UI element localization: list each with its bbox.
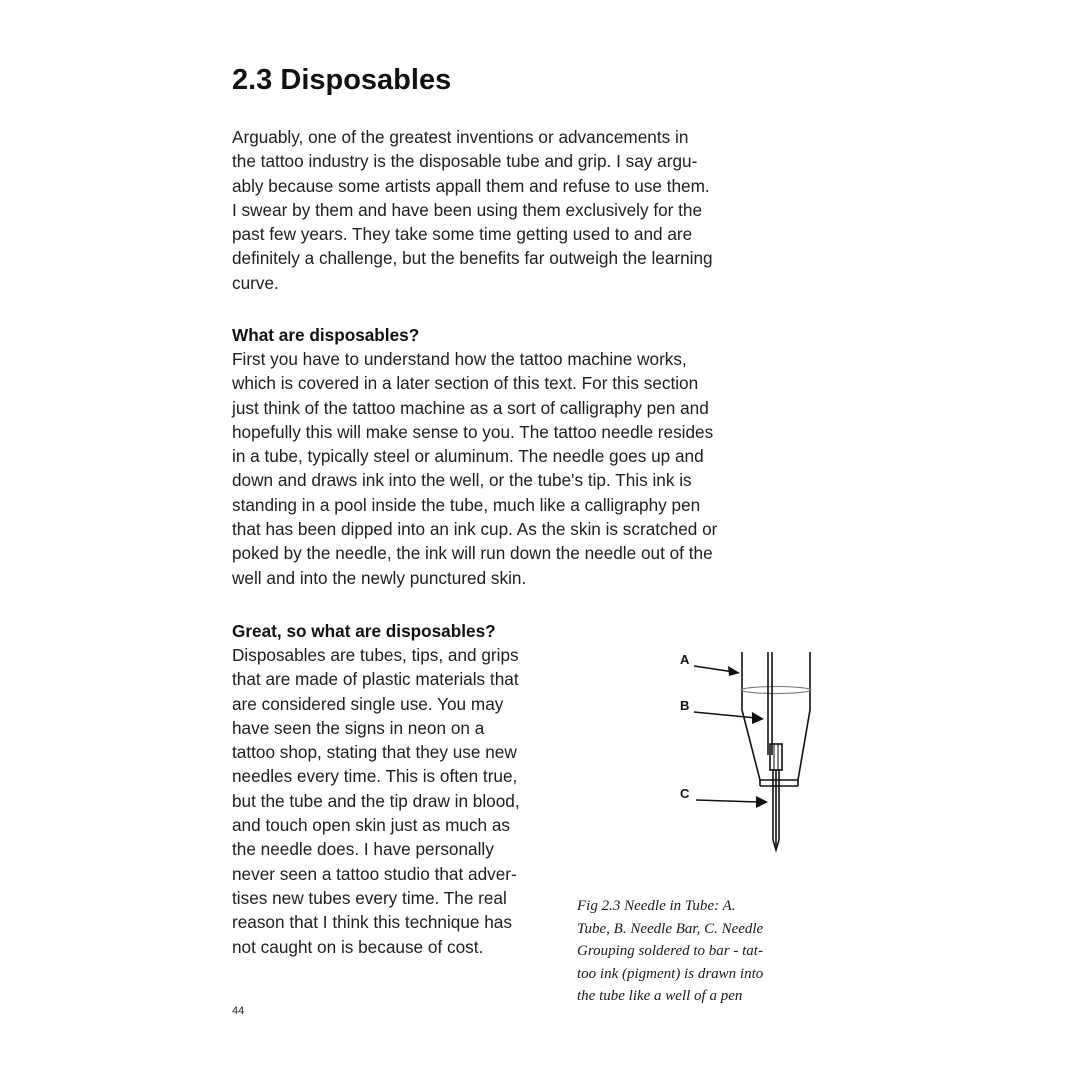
text-line: ably because some artists appall them and refuse to use them. (232, 175, 710, 196)
text-line: well and into the newly punctured skin. (232, 567, 527, 588)
text-line: definitely a challenge, but the benefits far outweigh the learning (232, 248, 713, 269)
tube-ring (741, 687, 811, 694)
text-line: that has been dipped into an ink cup. As the skin is scratched or (232, 519, 718, 540)
arrow-a (694, 666, 734, 672)
text-line: down and draws ink into the well, or the tube's tip. This ink is (232, 470, 692, 491)
subheading-great-so-what: Great, so what are disposables? (232, 621, 496, 641)
text-line: I swear by them and have been using them exclusively for the (232, 199, 703, 220)
text-line: and touch open skin just as much as (232, 815, 511, 836)
caption-line: the tube like a well of a pen (577, 988, 743, 1004)
page-number: 44 (232, 1005, 245, 1017)
text-line: standing in a pool inside the tube, much like a calligraphy pen (232, 494, 701, 515)
arrow-b (694, 712, 756, 718)
text-line: reason that I think this technique has (232, 912, 512, 933)
text-line: the tattoo industry is the disposable tube and grip. I say argu- (232, 151, 698, 172)
label-b: B (680, 698, 690, 713)
label-a: A (680, 652, 690, 667)
caption-line: Fig 2.3 Needle in Tube: A. (577, 898, 736, 914)
section-title: 2.3 Disposables (232, 64, 452, 96)
text-line: poked by the needle, the ink will run down the needle out of the (232, 543, 713, 564)
caption-line: Tube, B. Needle Bar, C. Needle (577, 920, 764, 937)
text-line: the needle does. I have personally (232, 839, 494, 860)
text-line: in a tube, typically steel or aluminum. The needle goes up and (232, 446, 704, 467)
text-line: hopefully this will make sense to you. The tattoo needle resides (232, 421, 714, 442)
text-line: never seen a tattoo studio that adver- (232, 863, 517, 884)
figure-caption (577, 895, 837, 1008)
text-line: tattoo shop, stating that they use new (232, 742, 517, 763)
text-line: Arguably, one of the greatest inventions or advancements in (232, 127, 689, 147)
arrow-c (696, 800, 758, 802)
caption-line: too ink (pigment) is drawn into (577, 965, 764, 982)
paragraph-what-are-disposables (232, 347, 832, 590)
text-line: tises new tubes every time. The real (232, 887, 507, 908)
needle-in-tube-figure (660, 640, 830, 890)
subheading-what-are-disposables: What are disposables? (232, 325, 420, 345)
text-line: are considered single use. You may (232, 693, 504, 714)
text-line: that are made of plastic materials that (232, 669, 519, 690)
text-line: have seen the signs in neon on a (232, 717, 485, 738)
intro-paragraph (232, 125, 832, 295)
text-line: curve. (232, 272, 279, 293)
text-line: but the tube and the tip draw in blood, (232, 790, 520, 811)
text-line: First you have to understand how the tattoo machine works, (232, 349, 687, 369)
text-line: which is covered in a later section of this text. For this section (232, 373, 699, 394)
text-line: past few years. They take some time getting used to and are (232, 224, 693, 245)
text-line: needles every time. This is often true, (232, 766, 518, 787)
label-c: C (680, 786, 690, 801)
text-line: Disposables are tubes, tips, and grips (232, 645, 519, 665)
text-line: not caught on is because of cost. (232, 936, 484, 957)
text-line: just think of the tattoo machine as a sort of calligraphy pen and (232, 397, 709, 418)
needle-tube-diagram (660, 640, 830, 890)
caption-line: Grouping soldered to bar - tat- (577, 943, 763, 959)
